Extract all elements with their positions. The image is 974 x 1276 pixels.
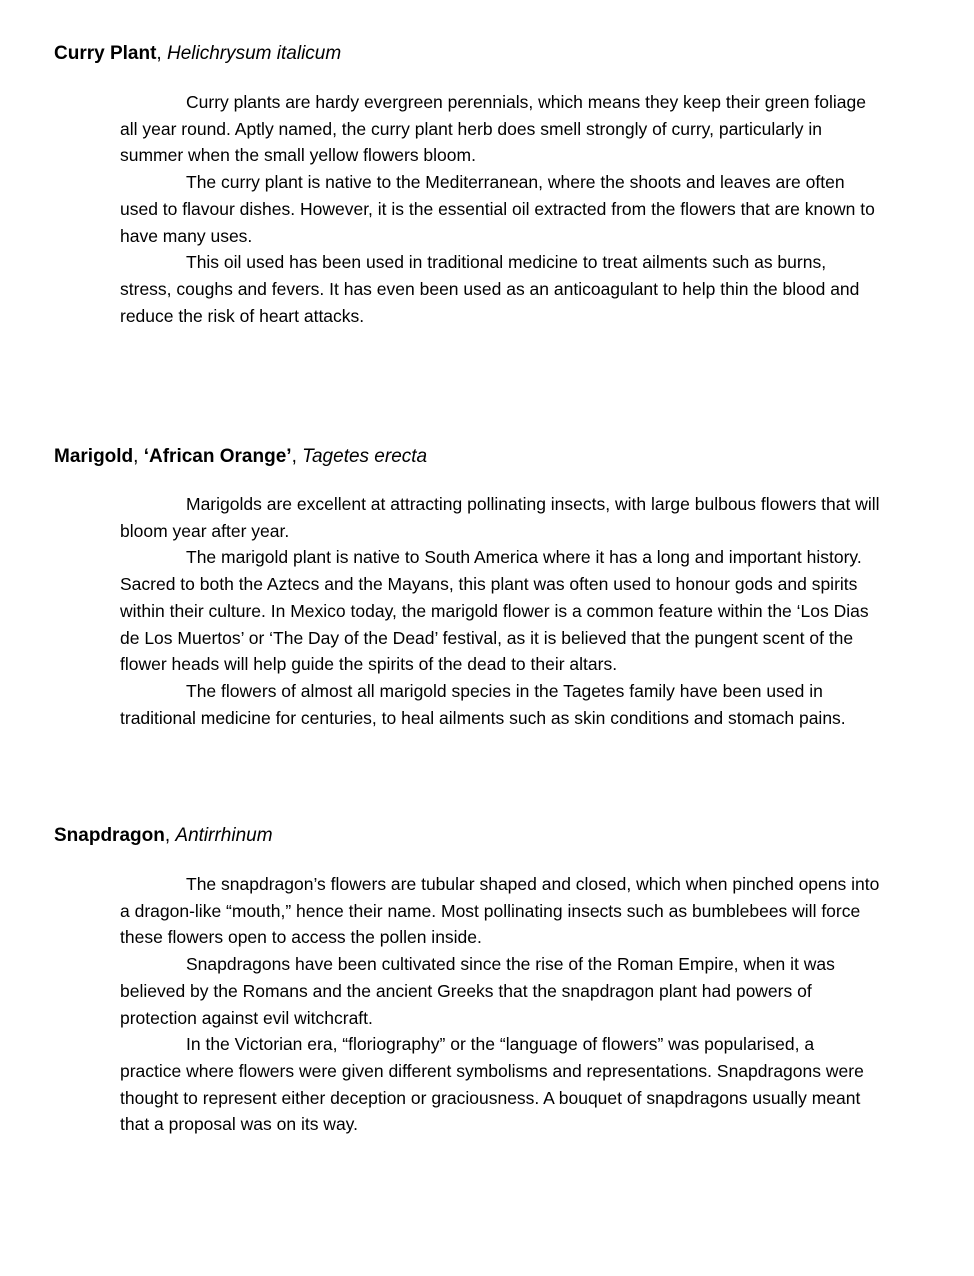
plant-name: Marigold (54, 446, 134, 467)
paragraph: The flowers of almost all marigold species in the Tagetes family have been used in traditional medicine for centuries, to heal ailments such as skin conditions and stomach pains. (120, 680, 846, 728)
heading-separator: , (156, 43, 167, 64)
plant-name: Snapdragon (54, 825, 165, 846)
section-body (120, 491, 880, 731)
section-heading (54, 444, 427, 470)
paragraph: Snapdragons have been cultivated since the rise of the Roman Empire, when it was believed by the Romans and the ancient Greeks that the snapdragon plant had powers of protection against evil witchcraft. (120, 954, 835, 1028)
plant-name: Curry Plant (54, 43, 157, 64)
section-heading (54, 41, 341, 67)
paragraph: This oil used has been used in traditional medicine to treat ailments such as burns, stress, coughs and fevers. It has even been used as an anticoagulant to help thin the blood and reduce the risk of heart attacks. (120, 252, 860, 326)
paragraph: The snapdragon’s flowers are tubular shaped and closed, which when pinched opens into a dragon-like “mouth,” hence their name. Most pollinating insects such as bumblebees will force these flowers open to access the pollen inside. (120, 874, 880, 948)
heading-separator: , (164, 825, 176, 846)
heading-separator: , (291, 446, 303, 467)
paragraph: The curry plant is native to the Mediterranean, where the shoots and leaves are often used to flavour dishes. However, it is the essential oil extracted from the flowers that are known to have many uses. (120, 172, 875, 246)
paragraph: In the Victorian era, “floriography” or the “language of flowers” was popularised, a practice where flowers were given different symbolisms and representations. Snapdragons were thought to represent either deception or graciousness. A bouquet of snapdragons usually meant that a proposal was on its way. (120, 1034, 864, 1135)
latin-name: Helichrysum italicum (166, 43, 342, 64)
section-body (120, 871, 880, 1138)
latin-name: Tagetes erecta (302, 446, 428, 467)
section-body (120, 89, 880, 329)
paragraph: Curry plants are hardy evergreen perennials, which means they keep their green foliage all year round. Aptly named, the curry plant herb does smell strongly of curry, particularly in summer when the small yellow flowers bloom. (120, 92, 866, 166)
section-heading (54, 823, 273, 849)
cultivar-name: ‘African Orange’ (143, 446, 292, 467)
paragraph: The marigold plant is native to South America where it has a long and important history. Sacred to both the Aztecs and the Mayans, this plant was often used to honour gods and spirits within their culture. In Mexico today, the marigold flower is a common feature within the ‘Los Dias de Los Muertos’ or ‘The Day of the Dead’ festival, as it is believed that the pungent scent of the flower heads will help guide the spirits of the dead to their altars. (120, 547, 869, 675)
paragraph: Marigolds are excellent at attracting pollinating insects, with large bulbous flowers that will bloom year after year. (120, 494, 880, 541)
heading-separator: , (133, 446, 144, 467)
latin-name: Antirrhinum (175, 825, 273, 846)
